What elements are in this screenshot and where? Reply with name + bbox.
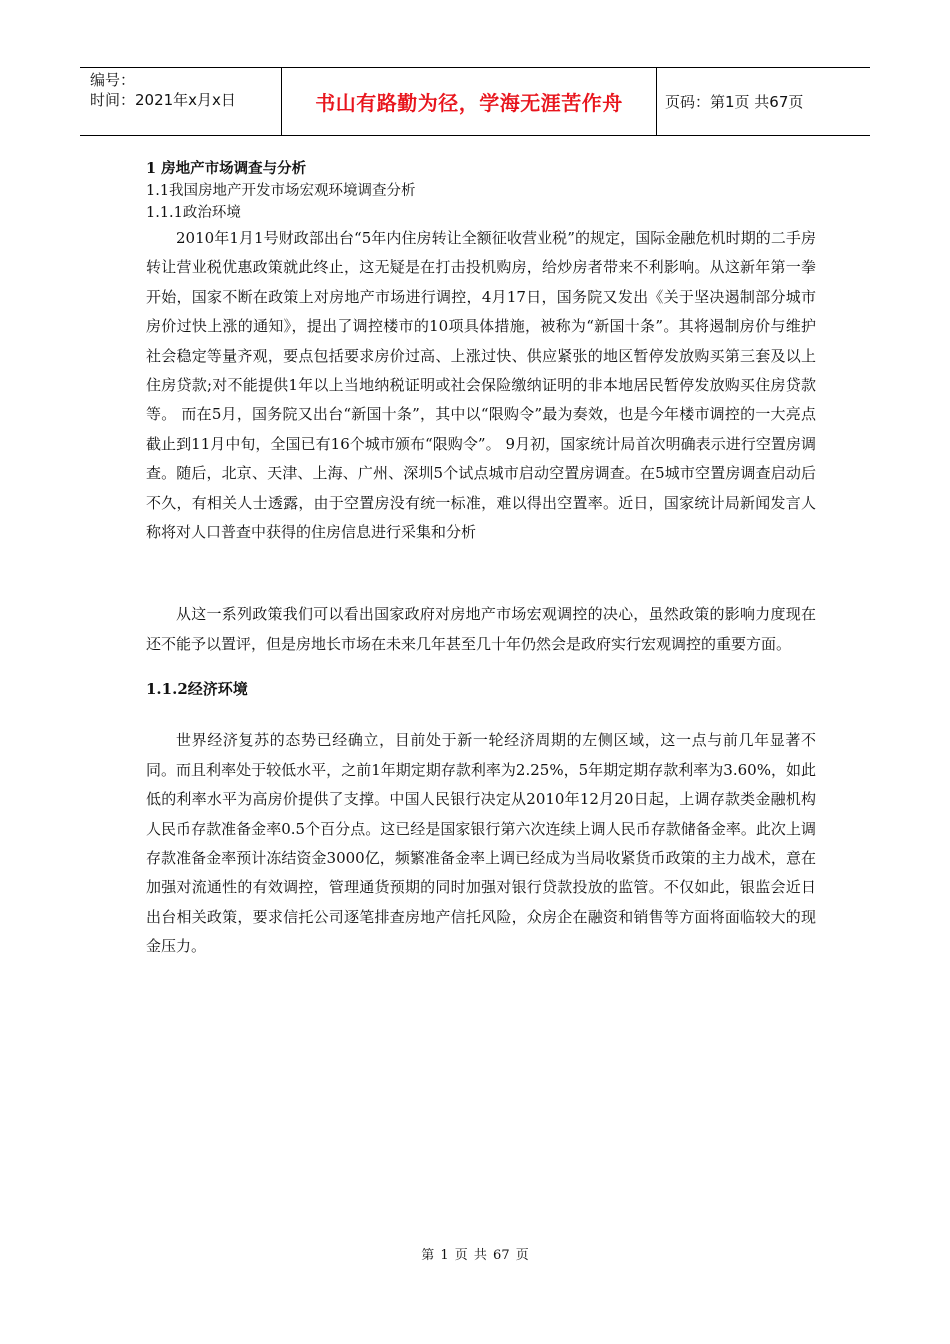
paragraph-economy: 世界经济复苏的态势已经确立，目前处于新一轮经济周期的左侧区域，这一点与前几年显著不同。而且利率处于较低水平，之前1年期定期存款利率为2.25%，5年期定期存款利率为3.60%，如此低的利率水平为高房价提供了支撑。中国人民银行决定从2010年12月20日起，上调存款类金融机构人民币存款准备金率0.5个百分点。这已经是国家银行第六次连续上调人民币存款储备金率。此次上调存款准备金率预计冻结资金3000亿，频繁准备金率上调已经成为当局收紧货币政策的主力战术，意在加强对流通性的有效调控，管理通货预期的同时加强对银行贷款投放的监管。不仅如此，银监会近日出台相关政策，要求信托公司逐笔排查房地产信托风险，众房企在融资和销售等方面将面临较大的现金压力。 bbox=[146, 731, 816, 956]
heading-1-1: 1.1我国房地产开发市场宏观环境调查分析 bbox=[146, 183, 416, 199]
spacer bbox=[146, 659, 816, 677]
header-page-info-cell bbox=[657, 68, 870, 135]
paragraph-conclusion: 从这一系列政策我们可以看出国家政府对房地产市场宏观调控的决心，虽然政策的影响力度现在还不能予以置评，但是房地长市场在未来几年甚至几十年仍然会是政府实行宏观调控的重要方面。 bbox=[146, 605, 816, 653]
date-label: 时间：2021年x月x日 bbox=[90, 91, 236, 109]
motto-text: 书山有路勤为径，学海无涯苦作舟 bbox=[315, 91, 623, 115]
number-label: 编号： bbox=[90, 71, 136, 89]
heading-economy: 1.1.2经济环境 bbox=[146, 680, 248, 699]
heading-1: 1 房地产市场调查与分析 bbox=[146, 160, 307, 177]
page-footer: 第 1 页 共 67 页 bbox=[421, 1248, 529, 1263]
page-header bbox=[80, 67, 870, 136]
header-motto-cell bbox=[282, 68, 657, 135]
spacer bbox=[146, 701, 816, 726]
header-meta bbox=[80, 68, 282, 135]
heading-politics: 1.1.1政治环境 bbox=[146, 205, 241, 221]
document-body bbox=[146, 158, 816, 962]
paragraph-politics: 2010年1月1号财政部出台“5年内住房转让全额征收营业税”的规定，国际金融危机时期的二手房转让营业税优惠政策就此终止，这无疑是在打击投机购房，给炒房者带来不利影响。从这新年第一拳开始，国家不断在政策上对房地产市场进行调控，4月17日，国务院又发出《关于坚决遏制部分城市房价过快上涨的通知》，提出了调控楼市的10项具体措施，被称为“新国十条”。其将遏制房价与维护社会稳定等量齐观，要点包括要求房价过高、上涨过快、供应紧张的地区暂停发放购买第三套及以上住房贷款;对不能提供1年以上当地纳税证明或社会保险缴纳证明的非本地居民暂停发放购买住房贷款等。 而在5月，国务院又出台“新国十条”，其中以“限购令”最为奏效，也是今年楼市调控的一大亮点截止到11月中旬，全国已有16个城市颁布“限购令”。 9月初，国家统计局首次明确表示进行空置房调查。随后，北京、天津、上海、广州、深圳5个试点城市启动空置房调查。在5城市空置房调查启动后不久，有相关人士透露，由于空置房没有统一标准，难以得出空置率。近日，国家统计局新闻发言人称将对人口普查中获得的住房信息进行采集和分析 bbox=[146, 229, 816, 542]
page-info: 页码：第1页 共67页 bbox=[665, 93, 804, 111]
spacer bbox=[146, 547, 816, 600]
